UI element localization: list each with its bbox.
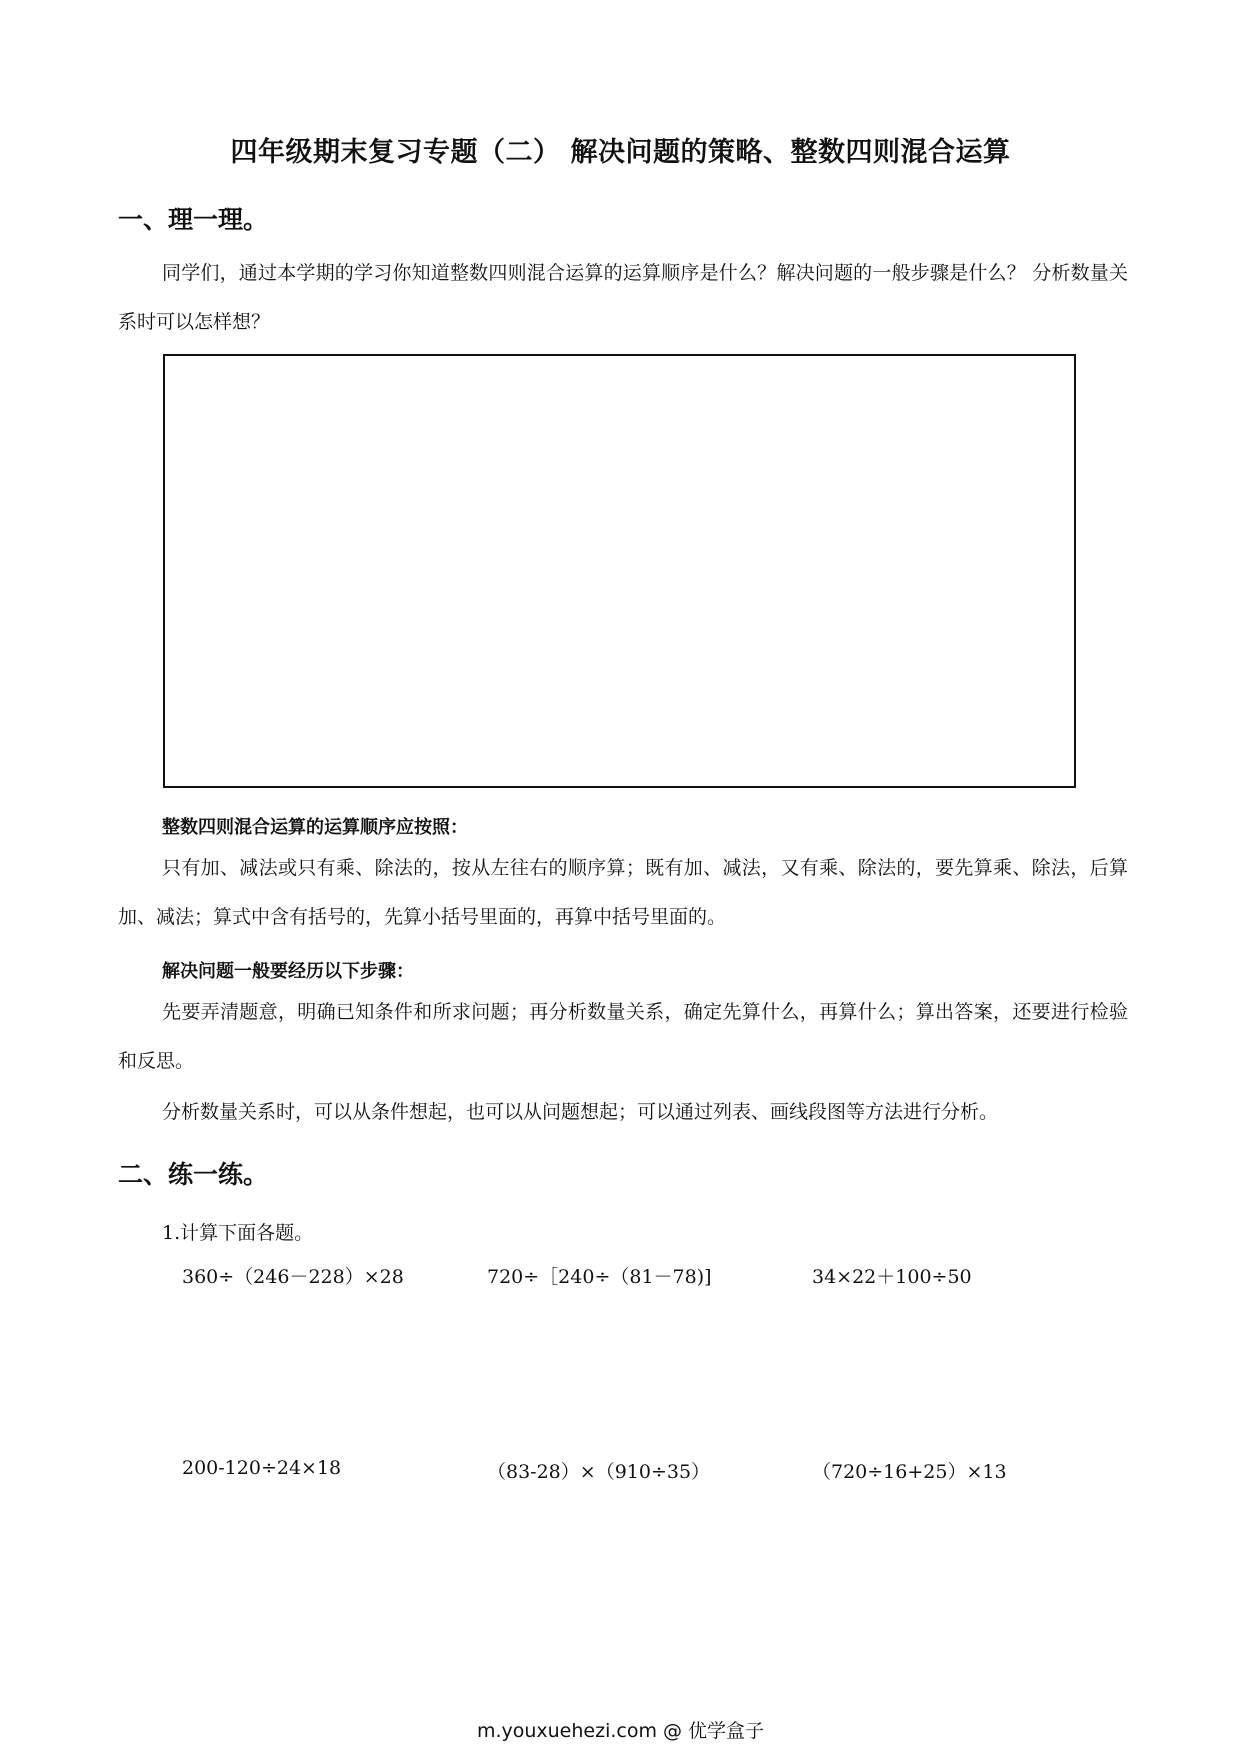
order-label: 整数四则混合运算的运算顺序应按照： [162, 817, 468, 838]
steps-label: 解决问题一般要经历以下步骤： [162, 961, 414, 982]
expression-2: 720÷［240÷（81－78)] [487, 1266, 712, 1288]
expression-6: （720÷16+25）×13 [812, 1461, 1007, 1483]
analysis-paragraph: 分析数量关系时，可以从条件想起，也可以从问题想起；可以通过列表、画线段图等方法进行分析。 [162, 1101, 999, 1123]
expression-5: （83-28）×（910÷35） [487, 1461, 711, 1483]
problem-1-title: 1.计算下面各题。 [162, 1222, 314, 1244]
steps-paragraph: 先要弄清题意，明确已知条件和所求问题；再分析数量关系，确定先算什么，再算什么；算出答案，还要进行检验和反思。 [118, 1001, 1128, 1072]
expression-4: 200-120÷24×18 [182, 1457, 342, 1479]
answer-box [163, 354, 1076, 788]
footer-watermark: m.youxuehezi.com @ 优学盒子 [476, 1720, 765, 1742]
intro-paragraph: 同学们，通过本学期的学习你知道整数四则混合运算的运算顺序是什么？解决问题的一般步骤是什么？ 分析数量关系时可以怎样想？ [118, 262, 1128, 333]
expression-1: 360÷（246－228）×28 [182, 1266, 404, 1288]
order-paragraph: 只有加、减法或只有乘、除法的，按从左往右的顺序算；既有加、减法，又有乘、除法的，要先算乘、除法，后算加、减法；算式中含有括号的，先算小括号里面的，再算中括号里面的。 [118, 857, 1128, 928]
section-heading-practice: 二、练一练。 [118, 1160, 269, 1189]
page-title: 四年级期末复习专题（二） 解决问题的策略、整数四则混合运算 [230, 137, 1011, 168]
expression-3: 34×22＋100÷50 [812, 1266, 972, 1288]
section-heading-review: 一、理一理。 [118, 205, 269, 234]
